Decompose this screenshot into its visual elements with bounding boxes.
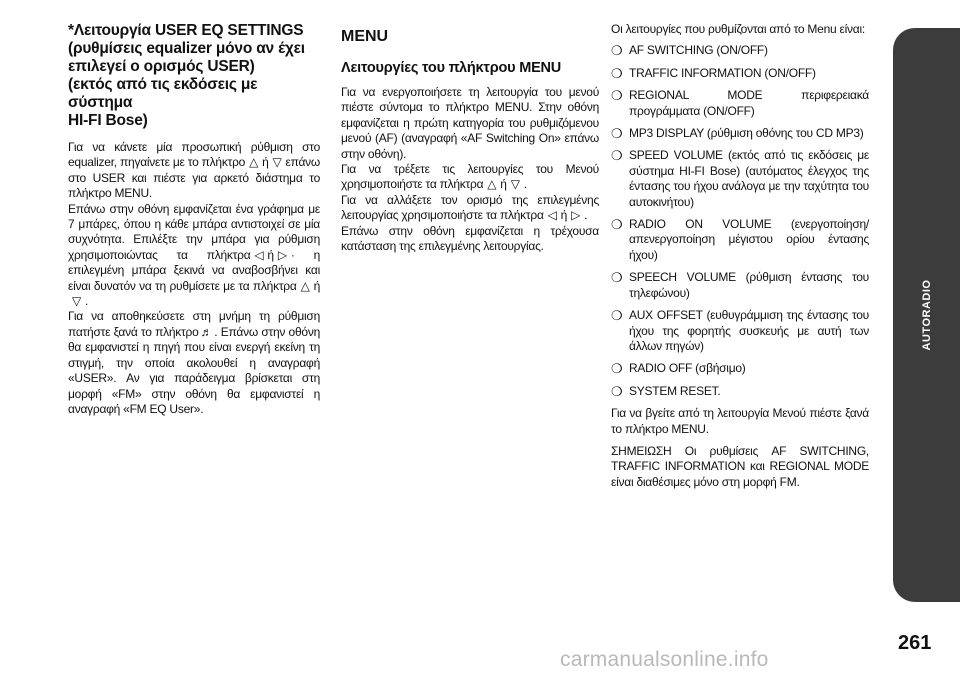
heading-line: (ρυθμίσεις equalizer μόνο αν έχει — [68, 40, 305, 57]
text: SPEECH VOLUME (ρύθμιση έντασης του τηλεφώνου) — [629, 270, 869, 300]
menu-paragraph-4: Επάνω στην οθόνη εμφανίζεται η τρέχουσα κατάσταση της επιλεγμένης λειτουργίας. — [341, 223, 599, 254]
list-item — [611, 384, 869, 399]
column-menu — [341, 22, 599, 254]
list-item — [611, 126, 869, 141]
heading-line: επιλεγεί ο ορισμός USER) — [68, 58, 255, 75]
section-side-tab — [893, 28, 960, 602]
text: SYSTEM RESET. — [629, 383, 721, 398]
page-number: 261 — [898, 632, 932, 654]
down-triangle-icon: ▽ — [510, 177, 520, 192]
right-triangle-icon: ▷ — [277, 247, 287, 262]
list-item — [611, 66, 869, 81]
menu-paragraph-1: Για να ενεργοποιήσετε τη λειτουργία του μενού πιέστε σύντομα το πλήκτρο MENU. Στην οθόνη εμφανίζεται η πρώτη κατηγορία του ρυθμιζόμενου μενού (AF) (αναγραφή «AF Switching On» επάνω στην οθόνη). — [341, 85, 599, 161]
list-item — [611, 308, 869, 354]
text: ή — [313, 278, 320, 293]
menu-paragraph-3: Για να αλλάξετε τον ορισμό της επιλεγμένης λειτουργίας χρησιμοποιήστε τα πλήκτρα ◁ ή ▷ . — [341, 192, 599, 223]
list-item — [611, 217, 869, 263]
column-menu-functions — [611, 22, 869, 490]
heading-line: HI-FI Bose) — [68, 112, 148, 129]
bullet-circle-icon: ❍ — [611, 361, 623, 377]
up-triangle-icon: △ — [487, 177, 497, 192]
user-eq-paragraph-2: Επάνω στην οθόνη εμφανίζεται ένα γράφημα με 7 μπάρες, όπου η κάθε μπάρα αντιστοιχεί σε μία συχνότητα. Επιλέξτε την μπάρα για ρύθμιση χρησιμοποιώντας τα πλήκτρα ◁ ή ▷ · η επιλεγμένη μπάρα ξεκινά να αναβοσβήνει και είναι δυνατόν να τη ρυθμίσετε με τα πλήκτρα △ ή▽ . — [68, 201, 320, 309]
text: Για να αποθηκεύσετε στη μνήμη τη ρύθμιση πατήστε ξανά το πλήκτρο — [68, 309, 320, 339]
text: RADIO OFF (σβήσιμο) — [629, 361, 746, 376]
column-user-eq — [68, 22, 320, 417]
text: ή — [560, 208, 568, 223]
text: ή — [500, 177, 507, 192]
note-paragraph: ΣΗΜΕΙΩΣΗ Οι ρυθμίσεις AF SWITCHING, TRAFFIC INFORMATION και REGIONAL MODE είναι διαθέσιμες μόνο στη μορφή FM. — [611, 443, 869, 489]
up-triangle-icon: △ — [249, 155, 259, 170]
list-item — [611, 88, 869, 119]
up-triangle-icon: △ — [300, 278, 310, 293]
functions-list — [611, 43, 869, 399]
text: MP3 DISPLAY (ρύθμιση οθόνης του CD MP3) — [629, 126, 864, 141]
bullet-circle-icon: ❍ — [611, 88, 623, 104]
functions-intro: Οι λειτουργίες που ρυθμίζονται από το Menu είναι: — [611, 22, 865, 36]
menu-subtitle: Λειτουργίες του πλήκτρου MENU — [341, 60, 562, 76]
text: REGIONAL MODE περιφερειακά προγράμματα (ON/OFF) — [629, 88, 869, 118]
text: RADIO ON VOLUME (ενεργοποίηση/απενεργοποίηση μέγιστου ορίου έντασης ήχου) — [629, 217, 869, 262]
watermark: carmanualsonline.info — [560, 648, 769, 671]
list-item — [611, 361, 869, 376]
list-item — [611, 148, 869, 210]
exit-paragraph: Για να βγείτε από τη λειτουργία Μενού πιέστε ξανά το πλήκτρο MENU. — [611, 406, 869, 436]
menu-title: MENU — [341, 28, 389, 45]
text: Για να κάνετε μία προσωπική ρύθμιση στο equalizer, πηγαίνετε με το πλήκτρο — [68, 140, 320, 170]
heading-line: *Λειτουργία USER EQ SETTINGS — [68, 22, 304, 39]
text: Για να τρέξετε τις λειτουργίες του Μενού χρησιμοποιήστε τα πλήκτρα — [341, 162, 599, 192]
bullet-circle-icon: ❍ — [611, 126, 623, 142]
bullet-circle-icon: ❍ — [611, 308, 623, 324]
text: Για να αλλάξετε τον ορισμό της επιλεγμένης λειτουργίας χρησιμοποιήστε τα πλήκτρα — [341, 192, 599, 223]
heading-line: (εκτός από τις εκδόσεις με σύστημα — [68, 76, 258, 111]
bullet-circle-icon: ❍ — [611, 270, 623, 286]
left-triangle-icon: ◁ — [254, 247, 264, 262]
text: AF SWITCHING (ON/OFF) — [629, 43, 768, 58]
user-eq-heading — [68, 22, 320, 130]
text: ή — [267, 247, 274, 262]
bullet-circle-icon: ❍ — [611, 43, 623, 59]
bullet-circle-icon: ❍ — [611, 148, 623, 164]
text: ή — [262, 155, 269, 170]
text: επάνω στο USER και πιέστε για αρκετό διάστημα το πλήκτρο MENU. — [68, 155, 320, 201]
bullet-circle-icon: ❍ — [611, 65, 623, 81]
list-item — [611, 270, 869, 301]
list-item — [611, 43, 869, 58]
menu-paragraph-2: Για να τρέξετε τις λειτουργίες του Μενού χρησιμοποιήστε τα πλήκτρα △ ή ▽ . — [341, 162, 599, 192]
music-note-icon: ♬ — [200, 324, 213, 339]
user-eq-paragraph-1 — [68, 140, 320, 202]
bullet-circle-icon: ❍ — [611, 383, 623, 399]
down-triangle-icon: ▽ — [272, 155, 282, 170]
text: TRAFFIC INFORMATION (ON/OFF) — [629, 65, 816, 80]
user-eq-paragraph-3 — [68, 309, 320, 417]
text: Επάνω στην οθόνη εμφανίζεται ένα γράφημα με 7 μπάρες, όπου η κάθε μπάρα αντιστοιχεί σε μία συχνότητα. Επιλέξτε την μπάρα για ρύθμιση χρησιμοποιώντας τα πλήκτρα — [68, 201, 320, 262]
text: . Επάνω στην οθόνη θα εμφανιστεί η πηγή που είναι ενεργή εκείνη τη στιγμή, την οποία ακολουθεί η αναγραφή «USER». Αν για παράδειγμα βρίσκεται στη μορφή «FM» στην οθόνη θα εμφανιστεί η αναγραφή «FM EQ User». — [68, 324, 320, 416]
text: AUX OFFSET (ευθυγράμμιση της έντασης του ήχου της φορητής συσκευής με αυτή των άλλων πηγών) — [629, 308, 869, 353]
right-triangle-icon: ▷ — [571, 208, 581, 223]
text: SPEED VOLUME (εκτός από τις εκδόσεις με σύστημα HI-FI Bose) (αυτόματος έλεγχος της έντασης του ήχου ανάλογα με την ταχύτητα του αυτοκινήτου) — [629, 148, 869, 209]
section-tab-label: AUTORADIO — [920, 279, 933, 351]
left-triangle-icon: ◁ — [547, 208, 557, 223]
bullet-circle-icon: ❍ — [611, 217, 623, 233]
down-triangle-icon: ▽ — [72, 294, 81, 309]
text: · η επιλεγμένη μπάρα ξεκινά να αναβοσβήνει και είναι δυνατόν να τη ρυθμίσετε με τα πλήκτρα — [68, 247, 320, 293]
